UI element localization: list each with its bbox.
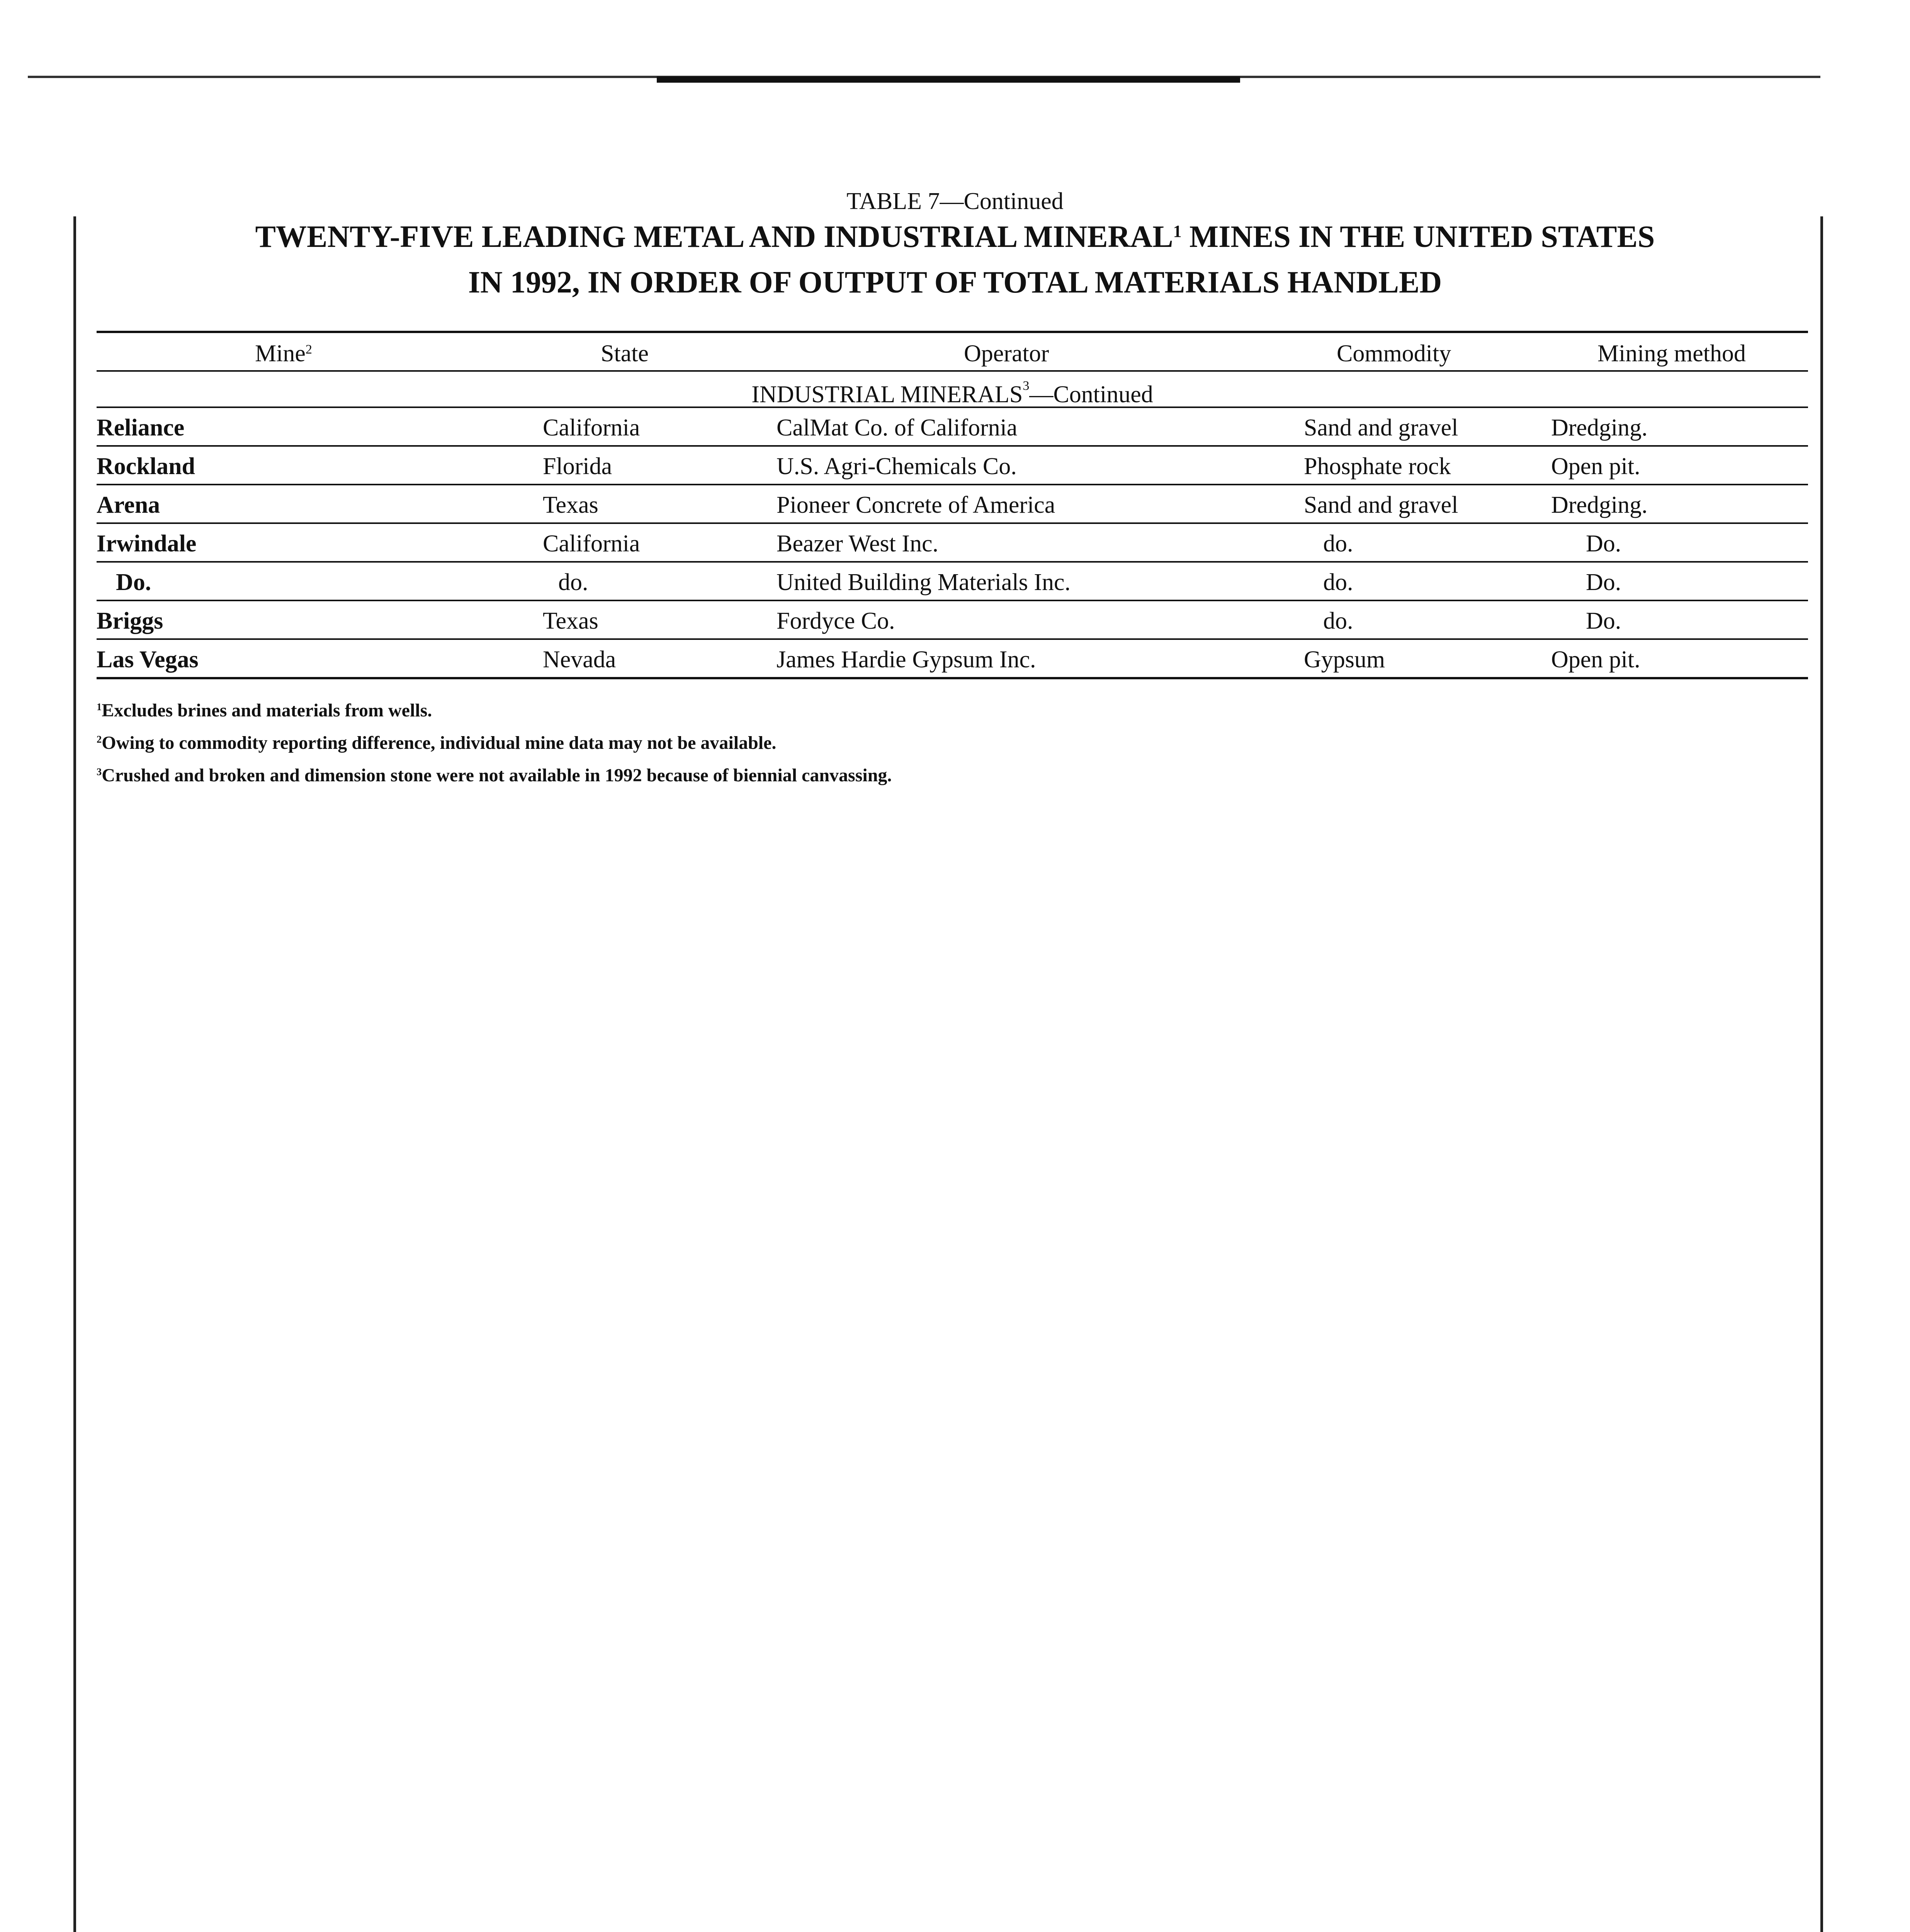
cell-commodity: Sand and gravel: [1304, 415, 1458, 441]
cell-state: Texas: [543, 608, 598, 634]
table-label: TABLE 7—Continued: [846, 188, 1064, 214]
cell-mine: Arena: [97, 492, 160, 518]
table-title-line-2: IN 1992, IN ORDER OF OUTPUT OF TOTAL MATERIALS HANDLED: [468, 265, 1442, 299]
cell-operator: CalMat Co. of California: [777, 415, 1018, 441]
cell-mine: Briggs: [97, 608, 163, 634]
cell-mining-method: Open pit.: [1551, 646, 1640, 673]
cell-commodity: Phosphate rock: [1304, 453, 1451, 480]
right-margin-rule: [1820, 216, 1823, 1932]
cell-mining-method: Dredging.: [1551, 492, 1648, 518]
header-operator: Operator: [964, 340, 1049, 367]
cell-operator: U.S. Agri-Chemicals Co.: [777, 453, 1017, 480]
cell-commodity: Sand and gravel: [1304, 492, 1458, 518]
table-row: [97, 485, 1808, 522]
cell-mine: Rockland: [97, 453, 195, 480]
cell-state: Texas: [543, 492, 598, 518]
table-row: [97, 524, 1808, 561]
cell-mine: Irwindale: [97, 531, 197, 557]
left-margin-rule: [73, 216, 76, 1932]
table-row: [97, 408, 1808, 445]
cell-commodity: do.: [1323, 531, 1353, 557]
footnote-2: $^2$Owing to commodity reporting difference, individual mine data may not be available.: [97, 733, 777, 753]
cell-commodity: do.: [1323, 608, 1353, 634]
cell-commodity: Gypsum: [1304, 646, 1385, 673]
cell-operator: Beazer West Inc.: [777, 531, 939, 557]
top-rule-accent: [657, 77, 1240, 83]
cell-mine: Las Vegas: [97, 646, 199, 673]
cell-mine: Do.: [116, 569, 151, 595]
cell-mining-method: Do.: [1586, 608, 1621, 634]
cell-state: California: [543, 415, 640, 441]
table-header-row: [97, 333, 1808, 370]
cell-commodity: do.: [1323, 569, 1353, 595]
table-row: [97, 563, 1808, 600]
cell-operator: Fordyce Co.: [777, 608, 895, 634]
cell-mining-method: Open pit.: [1551, 453, 1640, 480]
cell-operator: James Hardie Gypsum Inc.: [777, 646, 1036, 673]
section-heading: INDUSTRIAL MINERALS$^3$—Continued: [751, 378, 1153, 408]
header-mine: Mine$^2$: [255, 340, 312, 367]
cell-mine: Reliance: [97, 415, 185, 441]
header-mining-method: Mining method: [1597, 340, 1746, 367]
cell-operator: United Building Materials Inc.: [777, 569, 1071, 595]
table-row: [97, 447, 1808, 484]
header-state: State: [601, 340, 649, 367]
table-title: [0, 216, 1910, 303]
table-bottom-rule: [97, 677, 1808, 679]
cell-mining-method: Do.: [1586, 569, 1621, 595]
cell-state: do.: [558, 569, 588, 595]
cell-state: Nevada: [543, 646, 616, 673]
footnotes: [97, 696, 892, 793]
footnote-3: $^3$Crushed and broken and dimension stone were not available in 1992 because of biennial canvassing.: [97, 765, 892, 786]
cell-operator: Pioneer Concrete of America: [777, 492, 1055, 518]
cell-state: California: [543, 531, 640, 557]
cell-mining-method: Dredging.: [1551, 415, 1648, 441]
footnote-1: $^1$Excludes brines and materials from wells.: [97, 700, 432, 721]
table-row: [97, 601, 1808, 638]
header-commodity: Commodity: [1337, 340, 1451, 367]
table-row: [97, 640, 1808, 677]
table-title-line-1: TWENTY-FIVE LEADING METAL AND INDUSTRIAL MINERAL$^1$ MINES IN THE UNITED STATES: [255, 220, 1655, 254]
cell-mining-method: Do.: [1586, 531, 1621, 557]
mines-table: [97, 331, 1808, 679]
cell-state: Florida: [543, 453, 612, 480]
